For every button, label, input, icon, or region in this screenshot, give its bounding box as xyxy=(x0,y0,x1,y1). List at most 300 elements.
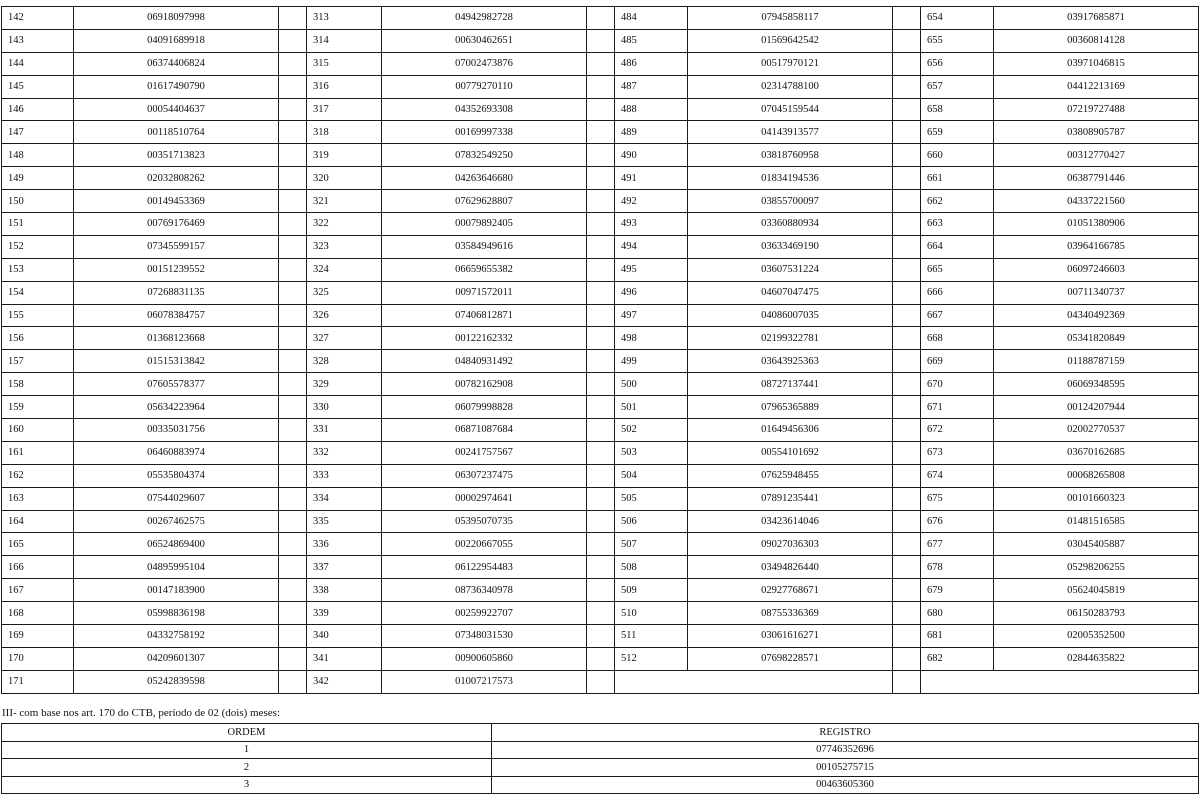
spacer-cell xyxy=(279,213,307,236)
ordem-header: ORDEM xyxy=(2,724,492,742)
spacer-cell xyxy=(279,281,307,304)
registro-cell: 03855700097 xyxy=(688,190,893,213)
spacer-cell xyxy=(587,441,615,464)
ordem-cell: 670 xyxy=(921,373,994,396)
registro-cell: 07832549250 xyxy=(382,144,587,167)
registro-cell: 04340492369 xyxy=(994,304,1199,327)
spacer-cell xyxy=(893,235,921,258)
ordem-cell: 668 xyxy=(921,327,994,350)
registro-cell: 06069348595 xyxy=(994,373,1199,396)
grid-row xyxy=(2,52,1199,75)
spacer-cell xyxy=(279,7,307,30)
empty-cell xyxy=(688,670,893,693)
ordem-cell: 155 xyxy=(2,304,74,327)
registro-cell: 01368123668 xyxy=(74,327,279,350)
grid-row xyxy=(2,350,1199,373)
ordem-cell: 335 xyxy=(307,510,382,533)
registro-cell: 01569642542 xyxy=(688,29,893,52)
ordem-cell: 145 xyxy=(2,75,74,98)
spacer-cell xyxy=(893,670,921,693)
registro-cell: 05298206255 xyxy=(994,556,1199,579)
spacer-cell xyxy=(587,235,615,258)
registro-cell: 02844635822 xyxy=(994,647,1199,670)
ordem-cell: 169 xyxy=(2,625,74,648)
registro-cell: 01481516585 xyxy=(994,510,1199,533)
spacer-cell xyxy=(587,213,615,236)
spacer-cell xyxy=(587,98,615,121)
registro-cell: 00124207944 xyxy=(994,396,1199,419)
spacer-cell xyxy=(279,396,307,419)
empty-cell xyxy=(921,670,994,693)
spacer-cell xyxy=(279,350,307,373)
ordem-cell: 492 xyxy=(615,190,688,213)
ordem-cell: 151 xyxy=(2,213,74,236)
registro-cell: 09027036303 xyxy=(688,533,893,556)
registro-cell: 00002974641 xyxy=(382,487,587,510)
ordem-cell: 322 xyxy=(307,213,382,236)
ordem-cell: 506 xyxy=(615,510,688,533)
spacer-cell xyxy=(587,602,615,625)
ordem-cell: 509 xyxy=(615,579,688,602)
spacer-cell xyxy=(893,350,921,373)
grid-row xyxy=(2,29,1199,52)
spacer-cell xyxy=(893,7,921,30)
grid-row xyxy=(2,281,1199,304)
registro-cell: 02002770537 xyxy=(994,419,1199,442)
registro-cell: 03917685871 xyxy=(994,7,1199,30)
spacer-cell xyxy=(893,98,921,121)
ordem-cell: 504 xyxy=(615,464,688,487)
registro-cell: 00779270110 xyxy=(382,75,587,98)
registro-cell: 05998836198 xyxy=(74,602,279,625)
registro-cell: 07965365889 xyxy=(688,396,893,419)
registro-cell: 05242839598 xyxy=(74,670,279,693)
registro-cell: 07406812871 xyxy=(382,304,587,327)
spacer-cell xyxy=(587,556,615,579)
ordem-cell: 654 xyxy=(921,7,994,30)
registro-cell: 04412213169 xyxy=(994,75,1199,98)
spacer-cell xyxy=(893,121,921,144)
registro-cell: 06374406824 xyxy=(74,52,279,75)
spacer-cell xyxy=(279,670,307,693)
ordem-cell: 342 xyxy=(307,670,382,693)
registro-cell: 06307237475 xyxy=(382,464,587,487)
ordem-cell: 153 xyxy=(2,258,74,281)
registro-cell: 00782162908 xyxy=(382,373,587,396)
ordem-cell: 675 xyxy=(921,487,994,510)
ordem-cell: 674 xyxy=(921,464,994,487)
registro-cell: 04209601307 xyxy=(74,647,279,670)
ordem-cell: 157 xyxy=(2,350,74,373)
registro-cell: 06871087684 xyxy=(382,419,587,442)
spacer-cell xyxy=(279,556,307,579)
registro-cell: 00900605860 xyxy=(382,647,587,670)
spacer-cell xyxy=(279,625,307,648)
ordem-cell: 337 xyxy=(307,556,382,579)
ordem-cell: 329 xyxy=(307,373,382,396)
grid-row xyxy=(2,258,1199,281)
ordem-cell: 146 xyxy=(2,98,74,121)
ordem-cell: 161 xyxy=(2,441,74,464)
registro-cell: 04895995104 xyxy=(74,556,279,579)
registro-cell: 02005352500 xyxy=(994,625,1199,648)
spacer-cell xyxy=(587,464,615,487)
registro-cell: 06079998828 xyxy=(382,396,587,419)
registro-cell: 03633469190 xyxy=(688,235,893,258)
registro-cell: 01051380906 xyxy=(994,213,1199,236)
spacer-cell xyxy=(893,396,921,419)
ordem-cell: 320 xyxy=(307,167,382,190)
spacer-cell xyxy=(893,144,921,167)
spacer-cell xyxy=(279,441,307,464)
registro-cell: 07629628807 xyxy=(382,190,587,213)
grid-row xyxy=(2,625,1199,648)
registro-cell: 08755336369 xyxy=(688,602,893,625)
ordem-cell: 313 xyxy=(307,7,382,30)
ordem-cell: 160 xyxy=(2,419,74,442)
registro-cell: 00169997338 xyxy=(382,121,587,144)
spacer-cell xyxy=(893,625,921,648)
ordem-cell: 680 xyxy=(921,602,994,625)
ordem-cell: 315 xyxy=(307,52,382,75)
spacer-cell xyxy=(893,213,921,236)
spacer-cell xyxy=(893,258,921,281)
ordem-cell: 319 xyxy=(307,144,382,167)
registro-cell: 07945858117 xyxy=(688,7,893,30)
spacer-cell xyxy=(893,419,921,442)
ordem-cell: 659 xyxy=(921,121,994,144)
registro-cell: 00079892405 xyxy=(382,213,587,236)
registro-cell: 01515313842 xyxy=(74,350,279,373)
registro-cell: 07698228571 xyxy=(688,647,893,670)
ordem-cell: 666 xyxy=(921,281,994,304)
ordem-cell: 3 xyxy=(2,776,492,794)
registro-cell: 03971046815 xyxy=(994,52,1199,75)
registro-cell: 07002473876 xyxy=(382,52,587,75)
spacer-cell xyxy=(587,350,615,373)
registro-cell: 05634223964 xyxy=(74,396,279,419)
ordem-cell: 510 xyxy=(615,602,688,625)
ordem-cell: 148 xyxy=(2,144,74,167)
empty-cell xyxy=(615,670,688,693)
registro-cell: 00335031756 xyxy=(74,419,279,442)
registro-cell: 01007217573 xyxy=(382,670,587,693)
main-records-table xyxy=(1,6,1199,694)
ordem-cell: 508 xyxy=(615,556,688,579)
registro-cell: 00259922707 xyxy=(382,602,587,625)
spacer-cell xyxy=(279,258,307,281)
ordem-cell: 676 xyxy=(921,510,994,533)
spacer-cell xyxy=(279,487,307,510)
spacer-cell xyxy=(587,29,615,52)
ordem-cell: 336 xyxy=(307,533,382,556)
spacer-cell xyxy=(279,121,307,144)
spacer-cell xyxy=(279,144,307,167)
spacer-cell xyxy=(587,7,615,30)
grid-row xyxy=(2,556,1199,579)
ordem-cell: 168 xyxy=(2,602,74,625)
spacer-cell xyxy=(587,510,615,533)
registro-cell: 05395070735 xyxy=(382,510,587,533)
spacer-cell xyxy=(279,167,307,190)
registro-cell: 00149453369 xyxy=(74,190,279,213)
registro-cell: 00711340737 xyxy=(994,281,1199,304)
ordem-cell: 494 xyxy=(615,235,688,258)
ordem-cell: 667 xyxy=(921,304,994,327)
registro-cell: 00630462651 xyxy=(382,29,587,52)
registro-cell: 04607047475 xyxy=(688,281,893,304)
registro-row xyxy=(2,776,1199,794)
spacer-cell xyxy=(587,75,615,98)
spacer-cell xyxy=(587,396,615,419)
grid-row xyxy=(2,396,1199,419)
registro-cell: 03584949616 xyxy=(382,235,587,258)
ordem-cell: 512 xyxy=(615,647,688,670)
registro-cell: 04143913577 xyxy=(688,121,893,144)
grid-row xyxy=(2,144,1199,167)
registro-cell: 00147183900 xyxy=(74,579,279,602)
registro-cell: 00971572011 xyxy=(382,281,587,304)
grid-row xyxy=(2,487,1199,510)
spacer-cell xyxy=(279,602,307,625)
grid-row xyxy=(2,533,1199,556)
ordem-cell: 671 xyxy=(921,396,994,419)
ordem-cell: 677 xyxy=(921,533,994,556)
ordem-cell: 489 xyxy=(615,121,688,144)
registro-cell: 03964166785 xyxy=(994,235,1199,258)
registro-cell: 07345599157 xyxy=(74,235,279,258)
registro-cell: 00517970121 xyxy=(688,52,893,75)
spacer-cell xyxy=(279,52,307,75)
ordem-cell: 158 xyxy=(2,373,74,396)
ordem-cell: 338 xyxy=(307,579,382,602)
ordem-cell: 340 xyxy=(307,625,382,648)
registro-cell: 03808905787 xyxy=(994,121,1199,144)
ordem-cell: 1 xyxy=(2,741,492,759)
registro-cell: 01649456306 xyxy=(688,419,893,442)
spacer-cell xyxy=(279,327,307,350)
spacer-cell xyxy=(893,29,921,52)
registro-cell: 08736340978 xyxy=(382,579,587,602)
spacer-cell xyxy=(279,235,307,258)
registro-cell: 03061616271 xyxy=(688,625,893,648)
ordem-cell: 2 xyxy=(2,759,492,777)
ordem-cell: 495 xyxy=(615,258,688,281)
grid-row xyxy=(2,441,1199,464)
registro-cell: 00351713823 xyxy=(74,144,279,167)
registro-cell: 00054404637 xyxy=(74,98,279,121)
ordem-cell: 166 xyxy=(2,556,74,579)
spacer-cell xyxy=(587,487,615,510)
spacer-cell xyxy=(893,533,921,556)
ordem-cell: 669 xyxy=(921,350,994,373)
ordem-cell: 487 xyxy=(615,75,688,98)
ordem-cell: 334 xyxy=(307,487,382,510)
ordem-cell: 660 xyxy=(921,144,994,167)
ordem-cell: 328 xyxy=(307,350,382,373)
registro-row xyxy=(2,741,1199,759)
spacer-cell xyxy=(893,373,921,396)
spacer-cell xyxy=(587,625,615,648)
ordem-cell: 490 xyxy=(615,144,688,167)
spacer-cell xyxy=(893,510,921,533)
spacer-cell xyxy=(893,556,921,579)
registro-cell: 03818760958 xyxy=(688,144,893,167)
ordem-cell: 147 xyxy=(2,121,74,144)
ordem-cell: 511 xyxy=(615,625,688,648)
registro-cell: 00241757567 xyxy=(382,441,587,464)
registro-cell: 00101660323 xyxy=(994,487,1199,510)
ordem-cell: 673 xyxy=(921,441,994,464)
ordem-cell: 324 xyxy=(307,258,382,281)
ordem-cell: 484 xyxy=(615,7,688,30)
spacer-cell xyxy=(587,373,615,396)
spacer-cell xyxy=(587,533,615,556)
ordem-cell: 501 xyxy=(615,396,688,419)
ordem-cell: 655 xyxy=(921,29,994,52)
registro-cell: 07219727488 xyxy=(994,98,1199,121)
spacer-cell xyxy=(279,373,307,396)
ordem-cell: 163 xyxy=(2,487,74,510)
ordem-cell: 682 xyxy=(921,647,994,670)
grid-row xyxy=(2,213,1199,236)
ordem-cell: 327 xyxy=(307,327,382,350)
ordem-cell: 507 xyxy=(615,533,688,556)
ordem-cell: 165 xyxy=(2,533,74,556)
spacer-cell xyxy=(893,441,921,464)
registro-cell: 05535804374 xyxy=(74,464,279,487)
registro-cell: 07891235441 xyxy=(688,487,893,510)
ordem-cell: 665 xyxy=(921,258,994,281)
registro-cell: 07045159544 xyxy=(688,98,893,121)
registro-cell: 00312770427 xyxy=(994,144,1199,167)
ordem-cell: 681 xyxy=(921,625,994,648)
ordem-cell: 339 xyxy=(307,602,382,625)
registro-cell: 02032808262 xyxy=(74,167,279,190)
section-label: III- com base nos art. 170 do CTB, período de 02 (dois) meses: xyxy=(2,707,280,719)
registro-cell: 01188787159 xyxy=(994,350,1199,373)
ordem-cell: 497 xyxy=(615,304,688,327)
ordem-cell: 317 xyxy=(307,98,382,121)
spacer-cell xyxy=(893,75,921,98)
grid-row xyxy=(2,98,1199,121)
registro-cell: 07348031530 xyxy=(382,625,587,648)
spacer-cell xyxy=(279,579,307,602)
ordem-cell: 156 xyxy=(2,327,74,350)
ordem-cell: 663 xyxy=(921,213,994,236)
spacer-cell xyxy=(279,647,307,670)
registro-cell: 04263646680 xyxy=(382,167,587,190)
registro-cell: 03643925363 xyxy=(688,350,893,373)
registro-cell: 07268831135 xyxy=(74,281,279,304)
registro-cell: 00151239552 xyxy=(74,258,279,281)
registro-cell: 06387791446 xyxy=(994,167,1199,190)
spacer-cell xyxy=(587,190,615,213)
ordem-cell: 498 xyxy=(615,327,688,350)
spacer-cell xyxy=(279,419,307,442)
ordem-cell: 314 xyxy=(307,29,382,52)
grid-row xyxy=(2,235,1199,258)
ordem-cell: 499 xyxy=(615,350,688,373)
registro-cell: 08727137441 xyxy=(688,373,893,396)
spacer-cell xyxy=(893,487,921,510)
spacer-cell xyxy=(587,281,615,304)
ordem-cell: 341 xyxy=(307,647,382,670)
ordem-cell: 149 xyxy=(2,167,74,190)
ordem-cell: 326 xyxy=(307,304,382,327)
registro-cell: 03670162685 xyxy=(994,441,1199,464)
registro-cell: 04840931492 xyxy=(382,350,587,373)
grid-row xyxy=(2,579,1199,602)
registro-cell: 00122162332 xyxy=(382,327,587,350)
grid-row xyxy=(2,373,1199,396)
ordem-cell: 332 xyxy=(307,441,382,464)
ordem-cell: 316 xyxy=(307,75,382,98)
registro-cell: 00554101692 xyxy=(688,441,893,464)
registro-cell: 03423614046 xyxy=(688,510,893,533)
ordem-cell: 496 xyxy=(615,281,688,304)
grid-row xyxy=(2,670,1199,693)
registro-cell: 04942982728 xyxy=(382,7,587,30)
ordem-cell: 491 xyxy=(615,167,688,190)
ordem-cell: 486 xyxy=(615,52,688,75)
grid-row xyxy=(2,327,1199,350)
spacer-cell xyxy=(587,419,615,442)
registro-cell: 03607531224 xyxy=(688,258,893,281)
registro-cell: 06122954483 xyxy=(382,556,587,579)
ordem-cell: 321 xyxy=(307,190,382,213)
grid-row xyxy=(2,510,1199,533)
ordem-cell: 171 xyxy=(2,670,74,693)
spacer-cell xyxy=(587,670,615,693)
ordem-cell: 485 xyxy=(615,29,688,52)
ordem-cell: 150 xyxy=(2,190,74,213)
registro-cell: 04332758192 xyxy=(74,625,279,648)
spacer-cell xyxy=(587,579,615,602)
registro-cell: 02927768671 xyxy=(688,579,893,602)
spacer-cell xyxy=(893,52,921,75)
registro-cell: 07605578377 xyxy=(74,373,279,396)
spacer-cell xyxy=(587,144,615,167)
grid-row xyxy=(2,464,1199,487)
spacer-cell xyxy=(893,464,921,487)
spacer-cell xyxy=(279,29,307,52)
registro-cell: 00769176469 xyxy=(74,213,279,236)
registro-cell: 00220667055 xyxy=(382,533,587,556)
registro-cell: 04091689918 xyxy=(74,29,279,52)
ordem-cell: 672 xyxy=(921,419,994,442)
ordem-cell: 142 xyxy=(2,7,74,30)
spacer-cell xyxy=(893,190,921,213)
registro-table xyxy=(1,723,1199,794)
registro-cell: 06150283793 xyxy=(994,602,1199,625)
spacer-cell xyxy=(587,304,615,327)
spacer-cell xyxy=(587,121,615,144)
spacer-cell xyxy=(587,327,615,350)
main-records-body xyxy=(2,7,1199,694)
grid-row xyxy=(2,121,1199,144)
registro-cell: 06078384757 xyxy=(74,304,279,327)
ordem-cell: 657 xyxy=(921,75,994,98)
ordem-cell: 323 xyxy=(307,235,382,258)
ordem-cell: 152 xyxy=(2,235,74,258)
registro-cell: 01834194536 xyxy=(688,167,893,190)
ordem-cell: 167 xyxy=(2,579,74,602)
ordem-cell: 154 xyxy=(2,281,74,304)
ordem-cell: 658 xyxy=(921,98,994,121)
registro-cell: 05341820849 xyxy=(994,327,1199,350)
ordem-cell: 170 xyxy=(2,647,74,670)
